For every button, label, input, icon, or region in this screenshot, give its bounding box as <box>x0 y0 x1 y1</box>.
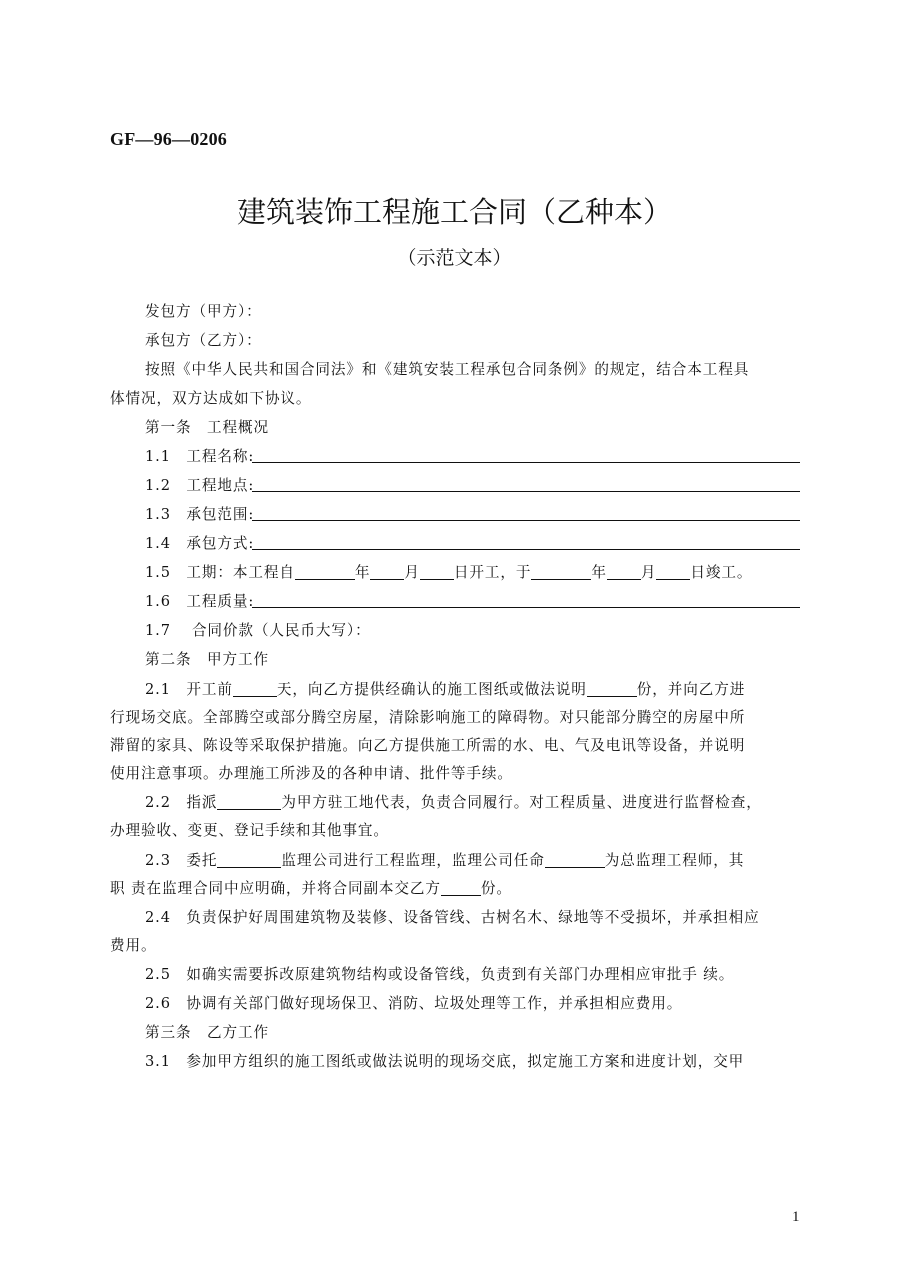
intro-line-1: 按照《中华人民共和国合同法》和《建筑安装工程承包合同条例》的规定，结合本工程具 <box>145 361 750 378</box>
clause-2-2-line-2: 办理验收、变更、登记手续和其他事宜。 <box>110 822 389 839</box>
article-3-heading: 第三条 乙方工作 <box>145 1024 269 1041</box>
start-day-blank <box>420 564 454 580</box>
clause-1-3-label: 1.3 承包范围: <box>145 506 255 523</box>
end-year-blank <box>531 564 591 580</box>
article-1-heading: 第一条 工程概况 <box>145 419 269 436</box>
clause-2-4: 2.4 负责保护好周围建筑物及装修、设备管线、古树名木、绿地等不受损坏，并承担相应 <box>145 909 760 926</box>
clause-1-2-blank <box>252 490 800 492</box>
clause-2-3-text-5: 份。 <box>480 880 512 897</box>
year-label: 年 <box>591 564 607 581</box>
clause-2-2 <box>145 793 762 813</box>
copies-blank <box>587 681 637 697</box>
clause-2-1-text-3: 份，并向乙方进 <box>636 681 746 698</box>
year-label: 年 <box>354 564 371 581</box>
clause-3-1: 3.1 参加甲方组织的施工图纸或做法说明的现场交底，拟定施工方案和进度计划，交甲 <box>145 1053 745 1070</box>
page-number: 1 <box>792 1209 800 1225</box>
clause-1-1-blank <box>252 461 800 463</box>
clause-2-6: 2.6 协调有关部门做好现场保卫、消防、垃圾处理等工作，并承担相应费用。 <box>145 995 683 1012</box>
clause-2-1 <box>145 680 745 700</box>
document-subtitle: （示范文本） <box>397 247 512 269</box>
representative-blank <box>217 794 281 810</box>
document-title: 建筑装饰工程施工合同（乙种本） <box>236 195 672 229</box>
clause-1-2-label: 1.2 工程地点: <box>145 477 255 494</box>
clause-1-5-text-end: 日竣工。 <box>690 564 753 581</box>
clause-1-5 <box>145 563 752 583</box>
end-day-blank <box>656 564 690 580</box>
clause-2-1-text-1: 2.1 开工前 <box>145 681 233 698</box>
clause-2-1-text-2: 天，向乙方提供经确认的施工图纸或做法说明 <box>276 681 587 698</box>
clause-2-1-line-4: 使用注意事项。办理施工所涉及的各种申请、批件等手续。 <box>110 765 513 782</box>
clause-2-3 <box>145 851 744 871</box>
clause-1-6-blank <box>252 606 800 608</box>
clause-1-3-blank <box>252 519 800 521</box>
party-b-line: 承包方（乙方）： <box>145 332 262 349</box>
days-blank <box>233 681 277 697</box>
clause-2-3-line-2 <box>110 879 512 899</box>
clause-1-5-text-mid: 日开工，于 <box>453 564 532 581</box>
clause-2-4-line-2: 费用。 <box>110 937 157 954</box>
clause-1-4-label: 1.4 承包方式: <box>145 535 255 552</box>
party-a-line: 发包方（甲方）： <box>145 303 262 320</box>
document-code: GF—96—0206 <box>110 129 227 149</box>
clause-2-3-text-1: 2.3 委托 <box>145 852 218 869</box>
start-month-blank <box>370 564 404 580</box>
month-label: 月 <box>640 564 657 581</box>
chief-engineer-blank <box>545 852 605 868</box>
supervision-company-blank <box>217 852 281 868</box>
article-2-heading: 第二条 甲方工作 <box>145 651 269 668</box>
clause-2-2-text-2: 为甲方驻工地代表，负责合同履行。对工程质量、进度进行监督检查， <box>281 794 762 811</box>
start-year-blank <box>295 564 355 580</box>
clause-1-7: 1.7 合同价款（人民币大写）： <box>145 622 371 639</box>
clause-2-3-text-4: 职 责在监理合同中应明确，并将合同副本交乙方 <box>110 880 441 897</box>
clause-2-5: 2.5 如确实需要拆改原建筑物结构或设备管线，负责到有关部门办理相应审批手 续。 <box>145 966 735 983</box>
clause-1-6-label: 1.6 工程质量: <box>145 593 255 610</box>
clause-2-3-text-3: 为总监理工程师，其 <box>604 852 745 869</box>
end-month-blank <box>607 564 641 580</box>
intro-line-2: 体情况，双方达成如下协议。 <box>110 390 312 407</box>
clause-2-1-line-2: 行现场交底。全部腾空或部分腾空房屋，清除影响施工的障碍物。对只能部分腾空的房屋中所 <box>110 709 746 726</box>
month-label: 月 <box>404 564 420 581</box>
clause-2-3-text-2: 监理公司进行工程监理，监理公司任命 <box>281 852 545 869</box>
contract-copies-blank <box>441 880 481 896</box>
clause-1-4-blank <box>252 548 800 550</box>
clause-2-2-text-1: 2.2 指派 <box>145 794 218 811</box>
clause-2-1-line-3: 滞留的家具、陈设等采取保护措施。向乙方提供施工所需的水、电、气及电讯等设备，并说明 <box>110 737 746 754</box>
clause-1-1-label: 1.1 工程名称: <box>145 448 255 465</box>
clause-1-5-text-start: 1.5 工期：本工程自 <box>145 564 295 581</box>
